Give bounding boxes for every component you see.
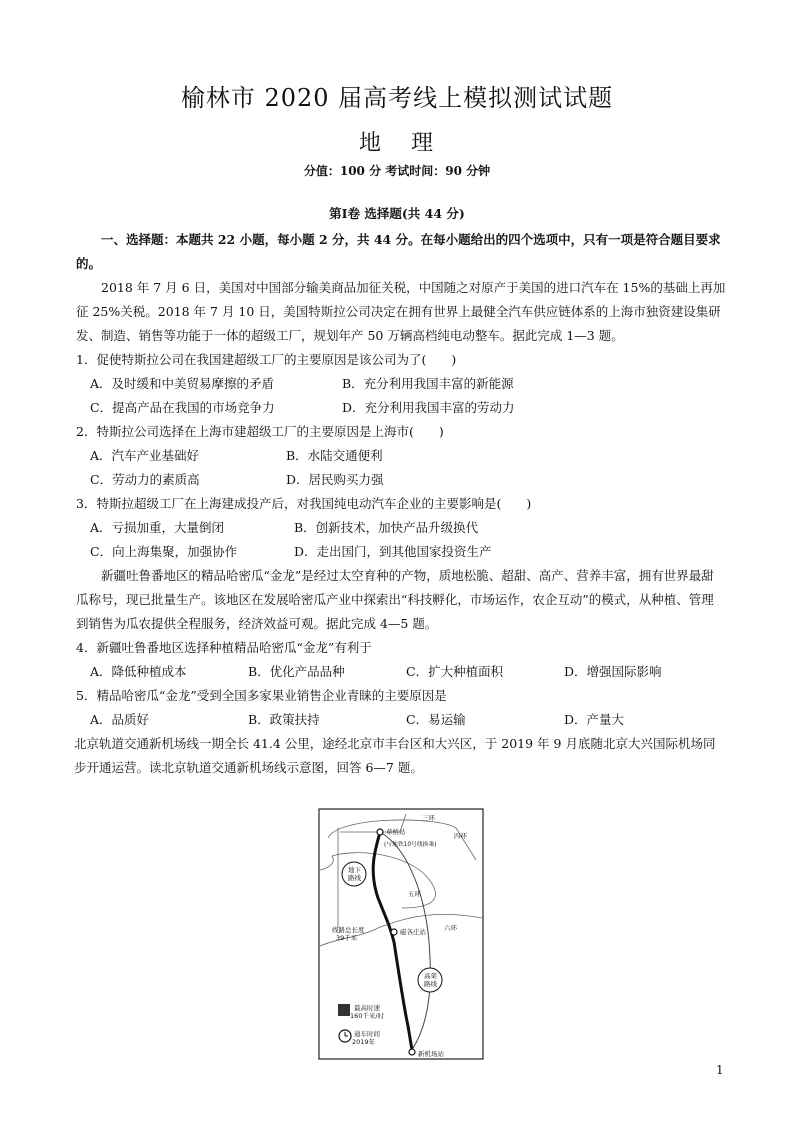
option: D．充分利用我国丰富的劳动力 — [342, 400, 515, 415]
option: C．提高产品在我国的市场竞争力 — [90, 400, 275, 415]
option: A．亏损加重，大量倒闭 — [90, 520, 225, 535]
question-4-options — [76, 660, 726, 684]
option: B．政策扶持 — [248, 712, 320, 727]
option: B．优化产品品种 — [248, 664, 345, 679]
question-2-options-row-1 — [76, 444, 726, 468]
station-top-note: (与地铁10号线换乘) — [384, 842, 437, 848]
option: C．劳动力的素质高 — [90, 472, 200, 487]
train-icon — [338, 1004, 350, 1016]
option: A．及时缓和中美贸易摩擦的矛盾 — [90, 376, 275, 391]
question-5-stem: 5．精品哈密瓜“金龙”受到全国多家果业销售企业青睐的主要原因是 — [76, 688, 447, 703]
underground-label-2: 路线 — [348, 874, 361, 882]
subject-char-1: 地 — [358, 131, 383, 156]
exam-title: 榆林市 2020 届高考线上模拟测试试题 — [180, 84, 614, 112]
station-mid-label: 磁各庄站 — [400, 928, 426, 936]
option: B．充分利用我国丰富的新能源 — [342, 376, 514, 391]
question-2-stem: 2．特斯拉公司选择在上海市建超级工厂的主要原因是上海市( ) — [76, 424, 444, 439]
option: C．向上海集聚，加强协作 — [90, 544, 238, 559]
ring-3-label: 三环 — [422, 814, 435, 822]
open-time-label-1: 通车时间 — [354, 1030, 380, 1038]
option: A．降低种植成本 — [90, 664, 187, 679]
instructions: 一、选择题：本题共 22 小题，每小题 2 分，共 44 分。在每小题给出的四个选项中，只有一项是符合题目要求的。 — [76, 232, 721, 271]
question-3-options-row-2 — [76, 540, 726, 564]
option: A．汽车产业基础好 — [90, 448, 200, 463]
option: C．易运输 — [406, 712, 466, 727]
passage-1: 2018 年 7 月 6 日，美国对中国部分输美商品加征关税，中国随之对原产于美国的进口汽车在 15%的基础上再加征 25%关税。2018 年 7 月 10 日，美国特斯拉公司决定在拥有世界上最健全汽车供应链体系的上海市独资建设集研发、制造、销售等功能于一体的超级工厂，规划年产 50 万辆高档纯电动整车。据此完成 1—3 题。 — [76, 280, 726, 343]
exam-meta: 分值：100 分 考试时间：90 分钟 — [303, 164, 491, 178]
option: B．水陆交通便利 — [286, 448, 383, 463]
question-5-options — [76, 708, 726, 732]
option: B．创新技术，加快产品升级换代 — [294, 520, 479, 535]
beijing-airport-line-map — [318, 808, 484, 1060]
question-4-stem: 4．新疆吐鲁番地区选择种植精品哈密瓜“金龙”有利于 — [76, 640, 372, 655]
question-3-stem: 3．特斯拉超级工厂在上海建成投产后，对我国纯电动汽车企业的主要影响是( ) — [76, 496, 532, 511]
subject-title — [0, 126, 794, 157]
question-2-options-row-2 — [76, 468, 726, 492]
option: D．产量大 — [564, 712, 625, 727]
ring-4-label: 四环 — [454, 832, 467, 840]
option: D．居民购买力强 — [286, 472, 384, 487]
question-1-options-row-1 — [76, 372, 726, 396]
total-length-label-1: 线路总长度 — [332, 926, 365, 934]
option: D．增强国际影响 — [564, 664, 662, 679]
station-top-label: 草桥站 — [386, 828, 406, 836]
elevated-label-2: 路线 — [424, 980, 437, 988]
passage-2: 新疆吐鲁番地区的精品哈密瓜“金龙”是经过太空育种的产物，质地松脆、超甜、高产、营养丰富，拥有世界最甜瓜称号，现已批量生产。该地区在发展哈密瓜产业中探索出“科技孵化，市场运作，农企互动”的模式，从种植、管理到销售为瓜农提供全程服务，经济效益可观。据此完成 4—5 题。 — [76, 568, 714, 631]
subject-char-2: 理 — [411, 131, 436, 156]
station-bottom-marker — [409, 1049, 415, 1055]
option: A．品质好 — [90, 712, 150, 727]
page-number: 1 — [716, 1063, 724, 1077]
ring-5-label: 五环 — [408, 890, 421, 898]
total-length-label-2: 39千米 — [336, 934, 358, 942]
option: D．走出国门，到其他国家投资生产 — [294, 544, 492, 559]
open-time-label-2: 2019年 — [352, 1038, 376, 1046]
ring-6-label: 六环 — [444, 924, 457, 932]
passage-3: 北京轨道交通新机场线一期全长 41.4 公里，途经北京市丰台区和大兴区，于 2019 年 9 月底随北京大兴国际机场同步开通运营。读北京轨道交通新机场线示意图，回答 6—7 题。 — [74, 736, 716, 775]
question-1-options-row-2 — [76, 396, 726, 420]
max-speed-label-1: 最高时速 — [354, 1004, 380, 1012]
station-bottom-label: 新机场站 — [418, 1050, 444, 1058]
exam-content — [76, 228, 726, 780]
section-heading: 第Ⅰ卷 选择题(共 44 分) — [329, 206, 465, 221]
option: C．扩大种植面积 — [406, 664, 504, 679]
elevated-label-1: 高架 — [424, 972, 437, 980]
station-top-marker — [377, 829, 383, 835]
max-speed-label-2: 160千米/时 — [350, 1012, 385, 1020]
question-1-stem: 1．促使特斯拉公司在我国建超级工厂的主要原因是该公司为了( ) — [76, 352, 457, 367]
question-3-options-row-1 — [76, 516, 726, 540]
underground-label-1: 地下 — [348, 866, 361, 874]
station-mid-marker — [391, 929, 397, 935]
